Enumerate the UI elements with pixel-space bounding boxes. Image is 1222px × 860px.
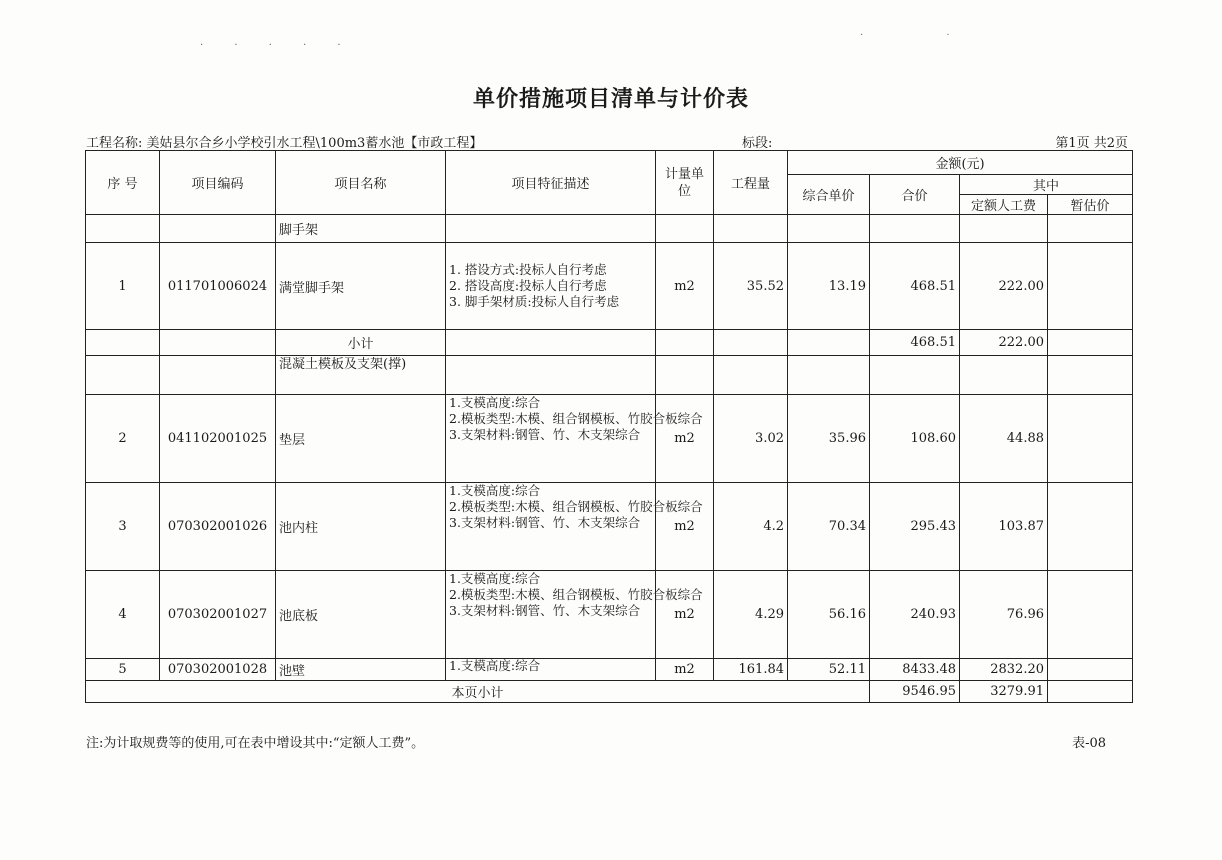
table-row: 1 011701006024 满堂脚手架 1. 搭设方式:投标人自行考虑 2. 搭设高度:投标人自行考虑 3. 脚手架材质:投标人自行考虑 m2 35.52 13.19 468.51 222.00 bbox=[86, 243, 1133, 330]
col-qty: 工程量 bbox=[714, 151, 788, 215]
col-desc: 项目特征描述 bbox=[446, 151, 656, 215]
col-code: 项目编码 bbox=[160, 151, 276, 215]
table-row bbox=[86, 215, 1133, 243]
item-description: 1.支模高度:综合 2.模板类型:木模、组合钢模板、竹胶合板综合 3.支架材料:钢管、竹、木支架综合 bbox=[446, 483, 656, 571]
item-description: 1.支模高度:综合 2.模板类型:木模、组合钢模板、竹胶合板综合 3.支架材料:钢管、竹、木支架综合 bbox=[446, 395, 656, 483]
col-labor: 定额人工费 bbox=[960, 195, 1048, 215]
footnote: 注:为计取规费等的使用,可在表中增设其中:“定额人工费”。 bbox=[86, 736, 425, 751]
table-row: 2 041102001025 垫层 1.支模高度:综合 2.模板类型:木模、组合钢模板、竹胶合板综合 3.支架材料:钢管、竹、木支架综合 m2 3.02 35.96 108.60 44.88 bbox=[86, 395, 1133, 483]
subtotal-row: 小计 468.51 222.00 bbox=[86, 330, 1133, 356]
pricing-table bbox=[85, 150, 1133, 703]
col-name: 项目名称 bbox=[276, 151, 446, 215]
section-label: 标段: bbox=[742, 136, 773, 151]
col-unit: 计量单位 bbox=[656, 151, 714, 215]
col-amount: 金额(元) bbox=[788, 151, 1133, 175]
item-description: 1. 搭设方式:投标人自行考虑 2. 搭设高度:投标人自行考虑 3. 脚手架材质:投标人自行考虑 bbox=[446, 243, 656, 330]
scan-specks: · · bbox=[860, 30, 990, 41]
table-row: 3 070302001026 池内柱 1.支模高度:综合 2.模板类型:木模、组合钢模板、竹胶合板综合 3.支架材料:钢管、竹、木支架综合 m2 4.2 70.34 295.43 103.87 bbox=[86, 483, 1133, 571]
group-name: 脚手架 bbox=[276, 215, 446, 243]
page-indicator: 第1页 共2页 bbox=[1055, 136, 1128, 151]
page-title: 单价措施项目清单与计价表 bbox=[472, 86, 749, 112]
page-subtotal-row: 本页小计 9546.95 3279.91 bbox=[86, 681, 1133, 703]
col-total: 合价 bbox=[870, 175, 960, 215]
item-description: 1.支模高度:综合 2.模板类型:木模、组合钢模板、竹胶合板综合 3.支架材料:钢管、竹、木支架综合 bbox=[446, 571, 656, 659]
table-row: 4 070302001027 池底板 1.支模高度:综合 2.模板类型:木模、组合钢模板、竹胶合板综合 3.支架材料:钢管、竹、木支架综合 m2 4.29 56.16 240.93 76.96 bbox=[86, 571, 1133, 659]
col-unit-price: 综合单价 bbox=[788, 175, 870, 215]
col-provisional: 暂估价 bbox=[1048, 195, 1133, 215]
scan-specks: · · · · · bbox=[200, 40, 355, 51]
header-row bbox=[86, 151, 1133, 175]
form-number: 表-08 bbox=[1072, 736, 1106, 751]
item-description: 1.支模高度:综合 bbox=[446, 659, 656, 681]
project-name: 工程名称: 美姑县尔合乡小学校引水工程\100m3蓄水池【市政工程】 bbox=[86, 136, 483, 151]
col-seq: 序 号 bbox=[86, 151, 160, 215]
table-row bbox=[86, 356, 1133, 395]
table-row: 5 070302001028 池壁 1.支模高度:综合 m2 161.84 52.11 8433.48 2832.20 bbox=[86, 659, 1133, 681]
group-name: 混凝土模板及支架(撑) bbox=[276, 356, 446, 395]
col-of-which: 其中 bbox=[960, 175, 1133, 195]
